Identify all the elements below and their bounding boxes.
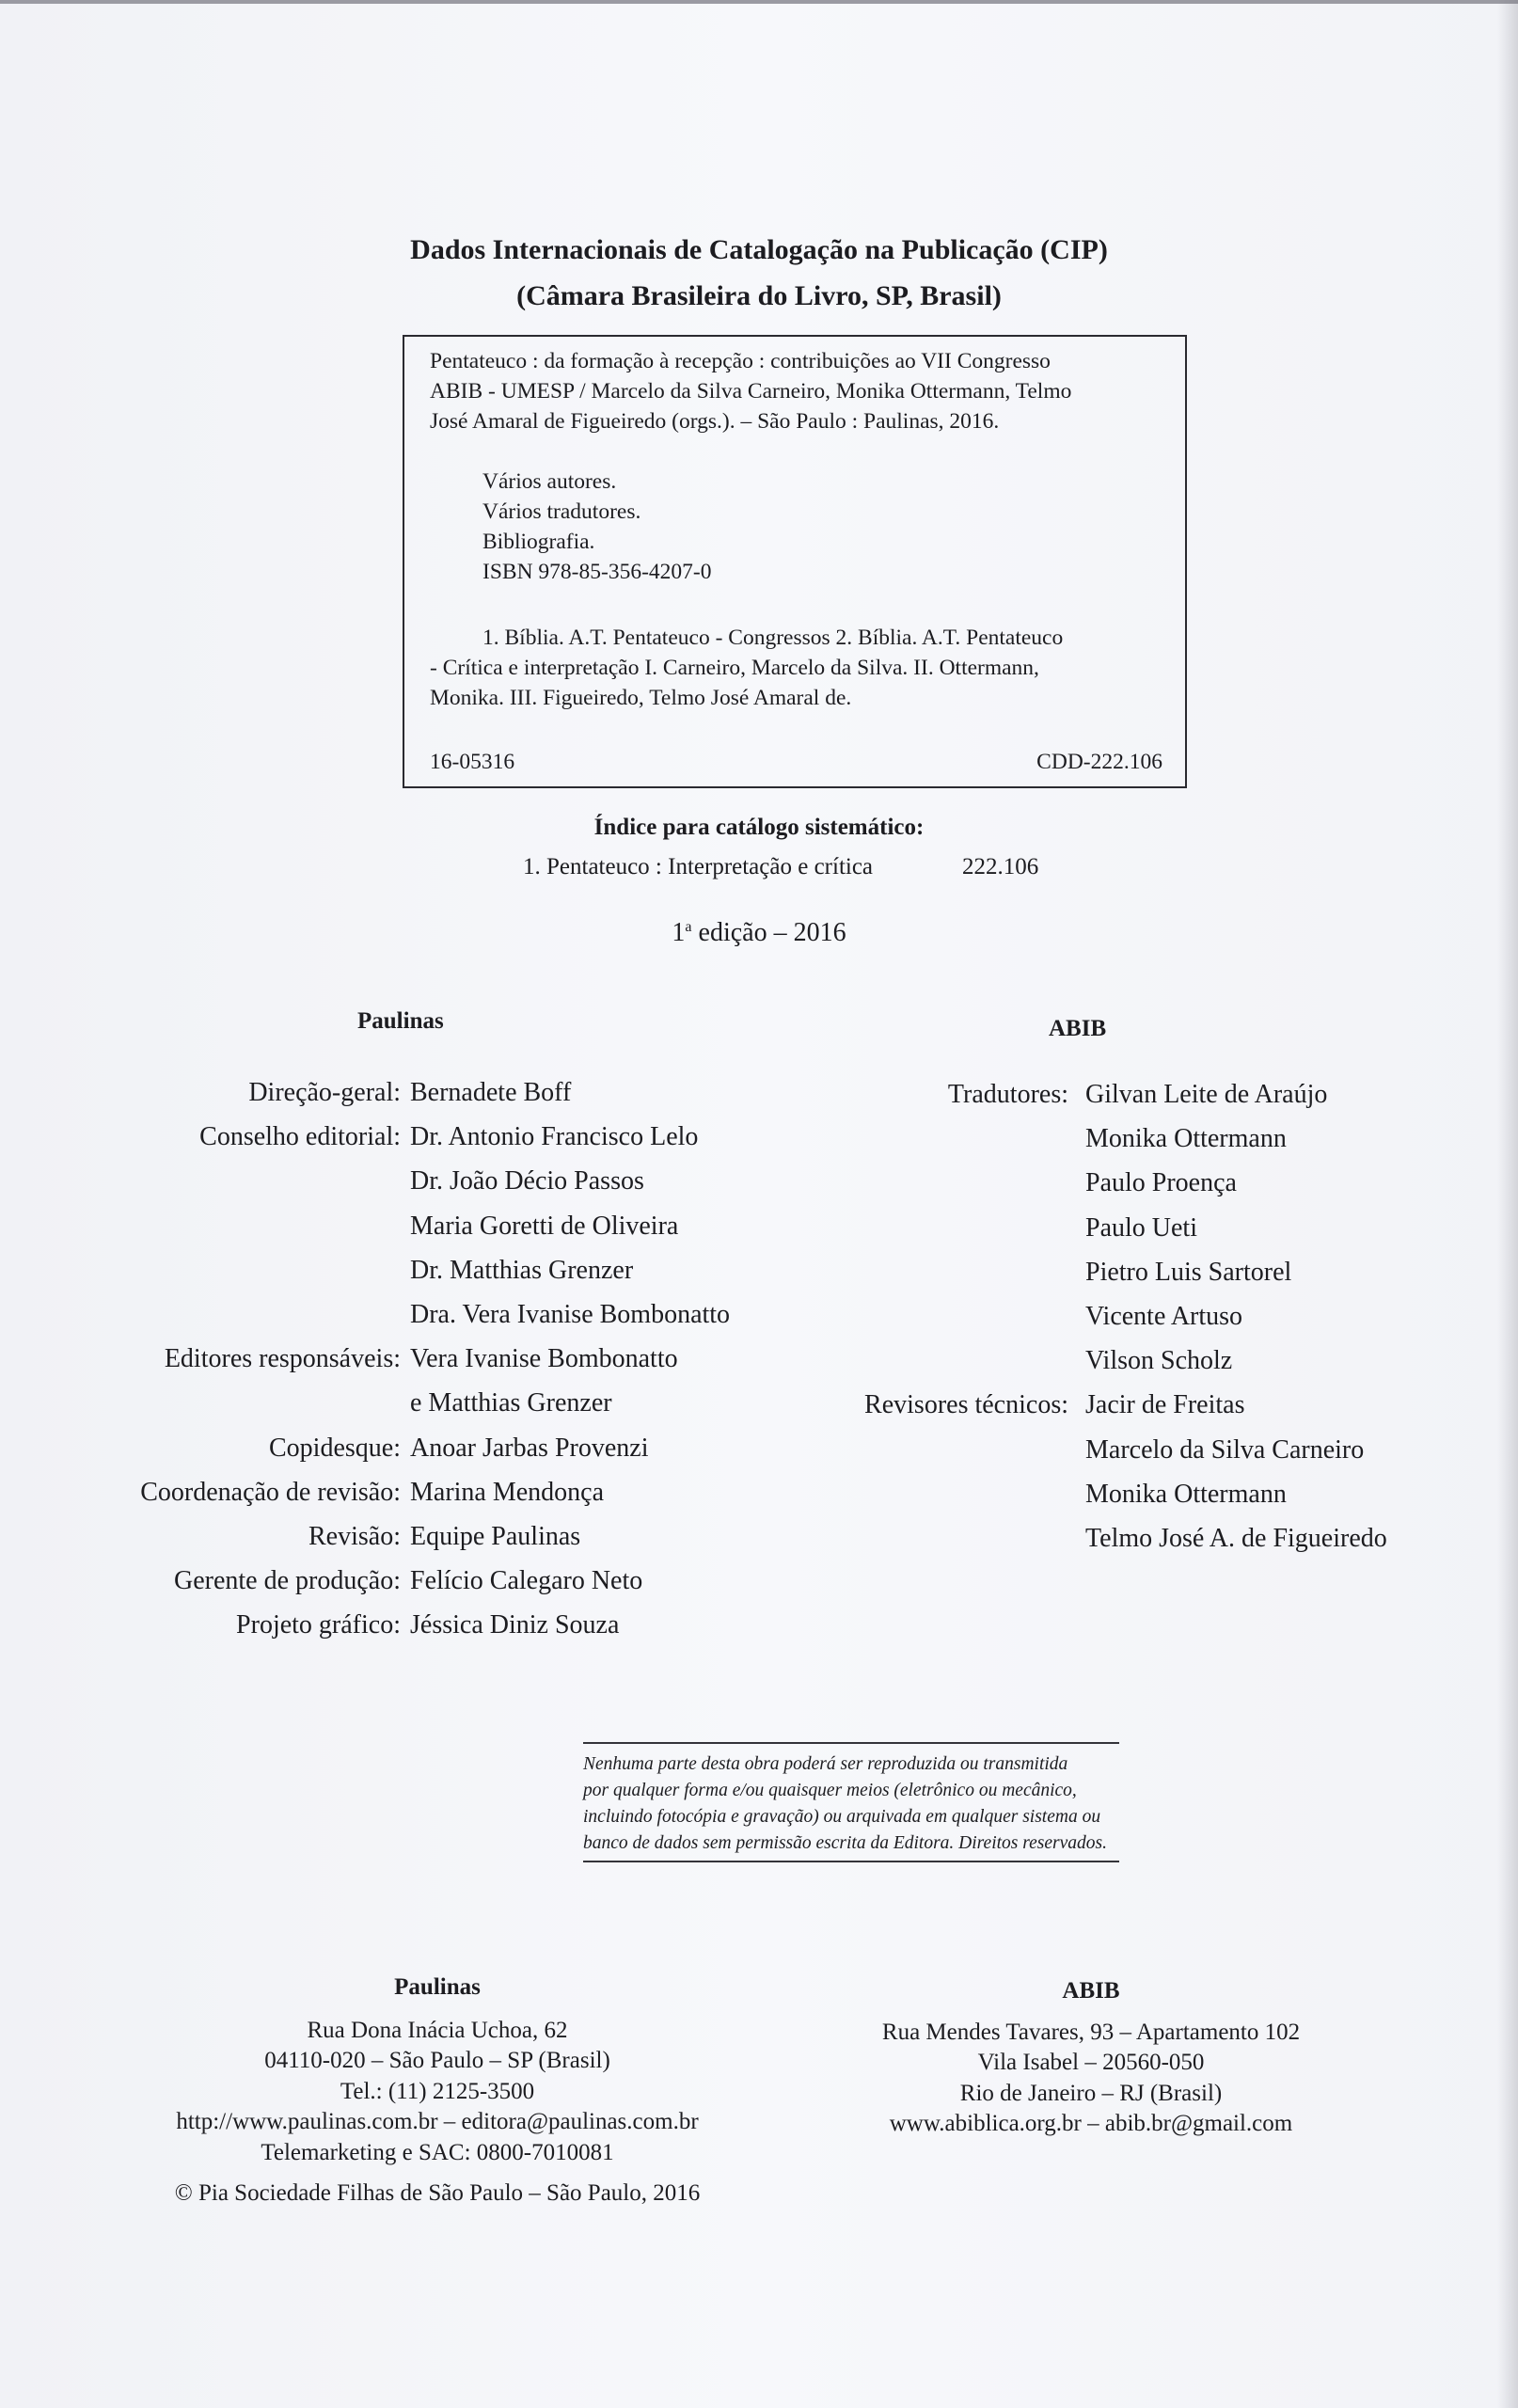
address-line: http://www.paulinas.com.br – editora@paulinas.com.br [176,2109,699,2134]
credit-value: Marcelo da Silva Carneiro [1085,1434,1365,1465]
credit-label [0,1159,401,1203]
credit-value: Jéssica Diniz Souza [410,1610,620,1640]
notice-line: por qualquer forma e/ou quaisquer meios (eletrônico ou mecânico, [583,1781,1077,1800]
credit-value: Marina Mendonça [410,1477,605,1507]
credit-label [0,1292,401,1337]
credit-label [658,1472,1068,1516]
cip-cdd: CDD-222.106 [1036,750,1162,774]
credit-value: Bernadete Boff [410,1078,572,1107]
paulinas-address [122,1972,752,2210]
credit-value: Maria Goretti de Oliveira [410,1211,679,1241]
page-right-edge [1497,0,1518,2408]
credit-label [658,1117,1068,1161]
credit-label: Editores responsáveis: [164,1344,401,1374]
credit-label: Conselho editorial: [199,1122,401,1152]
credit-label: Copidesque: [269,1433,401,1463]
index-entry-code: 222.106 [962,854,1039,879]
credit-value: Dr. Matthias Grenzer [410,1255,634,1285]
cip-subject-line: 1. Bíblia. A.T. Pentateuco - Congressos 2. Bíblia. A.T. Pentateuco [482,626,1064,650]
copyright-line: © Pia Sociedade Filhas de São Paulo – São Paulo, 2016 [174,2180,701,2206]
address-line: www.abiblica.org.br – abib.br@gmail.com [889,2111,1293,2136]
paulinas-address-heading: Paulinas [394,1974,481,2000]
cip-subject-line: Monika. III. Figueiredo, Telmo José Amaral de. [430,686,852,710]
credit-value: Vera Ivanise Bombonatto [410,1344,678,1374]
credit-label [658,1250,1068,1294]
address-line: Tel.: (11) 2125-3500 [340,2078,535,2104]
abib-credit-labels [658,1072,1068,1560]
credit-value: Felício Calegaro Neto [410,1566,643,1596]
abib-credit-values [1085,1072,1387,1560]
credit-value: Telmo José A. de Figueiredo [1085,1523,1387,1553]
credit-label [0,1248,401,1292]
cip-note: Vários autores. [482,469,617,494]
credit-value: Vicente Artuso [1085,1301,1243,1331]
index-title: Índice para catálogo sistemático: [593,815,925,840]
cip-title: Dados Internacionais de Catalogação na Publicação (CIP) [410,234,1108,265]
credit-value: Anoar Jarbas Provenzi [410,1433,649,1463]
paulinas-heading: Paulinas [357,1008,444,1034]
notice-line: Nenhuma parte desta obra poderá ser reproduzida ou transmitida [583,1754,1068,1774]
address-line: Rua Dona Inácia Uchoa, 62 [307,2017,568,2043]
credit-value: Gilvan Leite de Araújo [1085,1080,1328,1109]
credit-value: Monika Ottermann [1085,1479,1287,1509]
credit-value: Jacir de Freitas [1085,1390,1245,1420]
cip-note: Bibliografia. [482,530,595,554]
cip-notes [482,467,711,587]
credit-value: Equipe Paulinas [410,1521,581,1551]
cip-control-number: 16-05316 [430,750,515,774]
credit-value: Dr. João Décio Passos [410,1166,644,1196]
paulinas-credit-labels [0,1070,401,1647]
credit-label [0,1381,401,1425]
address-line: Telemarketing e SAC: 0800-7010081 [261,2139,614,2165]
cip-subtitle: (Câmara Brasileira do Livro, SP, Brasil) [516,280,1002,311]
credit-label [658,1294,1068,1339]
credit-value: Paulo Ueti [1085,1212,1197,1243]
page-top-edge [0,0,1518,4]
address-line: Rua Mendes Tavares, 93 – Apartamento 102 [881,2019,1301,2045]
cip-entry [430,346,1071,436]
cip-entry-line: José Amaral de Figueiredo (orgs.). – São Paulo : Paulinas, 2016. [430,409,1000,434]
credit-label [658,1161,1068,1205]
index-entry: 1. Pentateuco : Interpretação e crítica [523,854,874,879]
abib-heading: ABIB [1049,1016,1107,1041]
credit-value: Pietro Luis Sartorel [1085,1257,1292,1287]
credit-label [658,1339,1068,1383]
notice-line: banco de dados sem permissão escrita da Editora. Direitos reservados. [583,1833,1107,1853]
cip-entry-line: ABIB - UMESP / Marcelo da Silva Carneiro, Monika Ottermann, Telmo [430,379,1072,404]
credit-label: Coordenação de revisão: [140,1477,401,1507]
edition-number: 1 [672,918,686,947]
credit-value: Vilson Scholz [1085,1346,1233,1376]
abib-address [790,1976,1392,2140]
notice-top-rule [583,1742,1119,1744]
address-line: 04110-020 – São Paulo – SP (Brasil) [264,2048,610,2073]
abib-address-heading: ABIB [1062,1978,1120,2004]
credit-label: Projeto gráfico: [236,1610,401,1640]
cip-entry-line: Pentateuco : da formação à recepção : contribuições ao VII Congresso [430,349,1051,373]
copyright-notice [583,1751,1119,1857]
cip-record-box [403,335,1187,788]
cip-note: Vários tradutores. [482,499,641,524]
credit-label [658,1428,1068,1472]
credit-label [658,1206,1068,1250]
credit-label [658,1516,1068,1560]
notice-line: incluindo fotocópia e gravação) ou arquivada em qualquer sistema ou [583,1807,1101,1827]
credit-label: Revisores técnicos: [864,1390,1068,1420]
edition-ordinal: a [685,919,692,935]
credit-value: Dr. Antonio Francisco Lelo [410,1122,699,1152]
notice-bottom-rule [583,1861,1119,1862]
credit-label: Revisão: [308,1521,401,1551]
cip-subjects [430,623,1063,713]
edition-line [0,918,1518,948]
address-line: Vila Isabel – 20560-050 [977,2050,1205,2075]
edition-text: edição – 2016 [691,918,846,947]
cip-isbn: ISBN 978-85-356-4207-0 [482,560,712,584]
credit-value: Monika Ottermann [1085,1124,1287,1154]
credit-label: Tradutores: [947,1080,1068,1109]
cip-subject-line: - Crítica e interpretação I. Carneiro, Marcelo da Silva. II. Ottermann, [430,656,1039,680]
credit-value: e Matthias Grenzer [410,1388,612,1418]
credit-label: Gerente de produção: [174,1566,401,1596]
credit-value: Paulo Proença [1085,1168,1237,1198]
credit-label: Direção-geral: [248,1078,401,1107]
credit-value: Dra. Vera Ivanise Bombonatto [410,1299,731,1329]
address-line: Rio de Janeiro – RJ (Brasil) [959,2080,1223,2106]
credit-label [0,1204,401,1248]
